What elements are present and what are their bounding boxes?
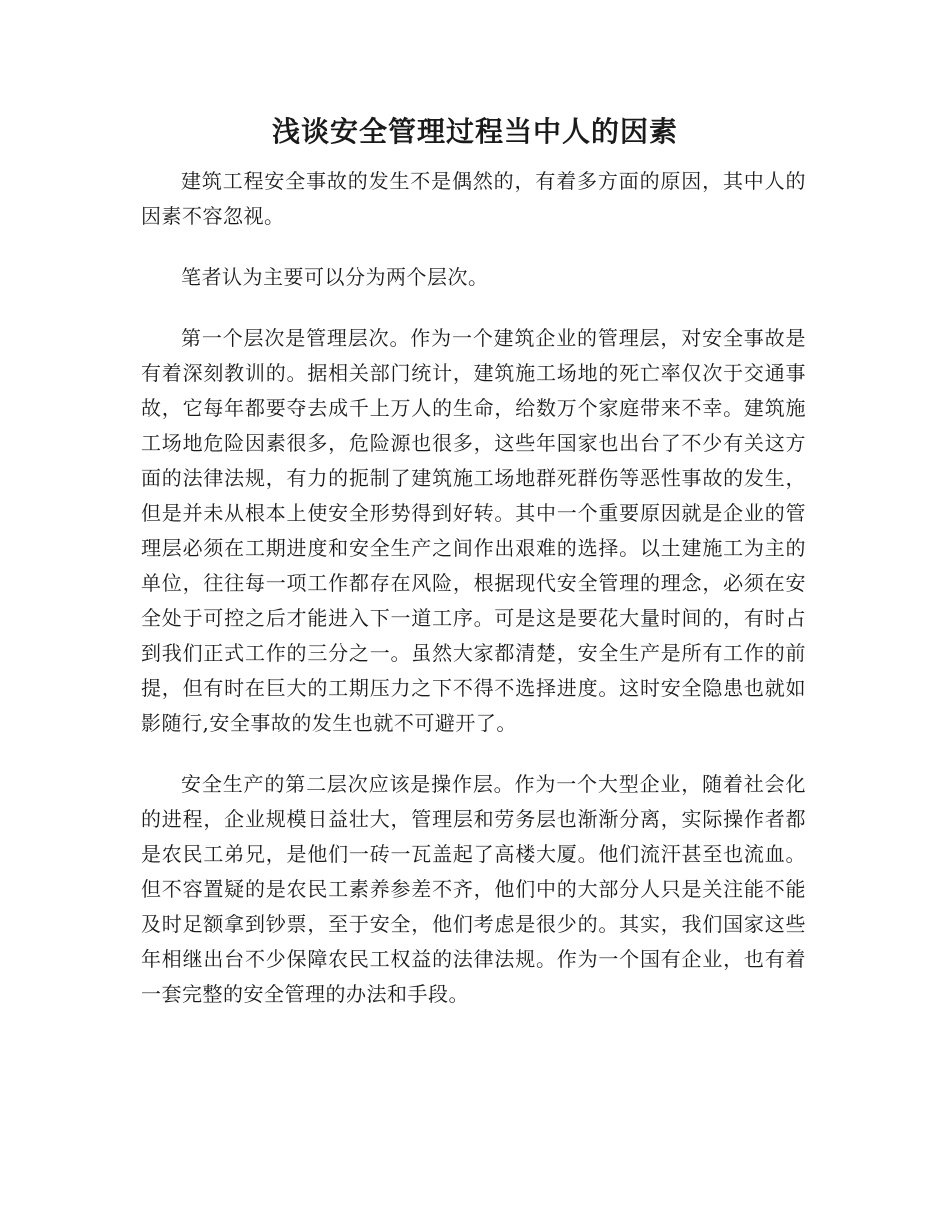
document-body [141,164,806,1038]
paragraph-operation-level: 安全生产的第二层次应该是操作层。作为一个大型企业，随着社会化的进程，企业规模日益壮大，管理层和劳务层也渐渐分离，实际操作者都是农民工弟兄，是他们一砖一瓦盖起了高楼大厦。他们流汗甚至也流血。但不容置疑的是农民工素养参差不齐，他们中的大部分人只是关注能不能及时足额拿到钞票，至于安全，他们考虑是很少的。其实，我们国家这些年相继出台不少保障农民工权益的法律法规。作为一个国有企业，也有着一套完整的安全管理的办法和手段。 [141,772,806,1006]
paragraph-intro: 建筑工程安全事故的发生不是偶然的，有着多方面的原因，其中人的因素不容忽视。 [141,169,806,228]
document-title: 浅谈安全管理过程当中人的因素 [271,115,678,148]
paragraph-levels: 笔者认为主要可以分为两个层次。 [181,265,489,289]
paragraph-management-level: 第一个层次是管理层次。作为一个建筑企业的管理层，对安全事故是有着深刻教训的。据相关部门统计，建筑施工场地的死亡率仅次于交通事故，它每年都要夺去成千上万人的生命，给数万个家庭带来不幸。建筑施工场地危险因素很多，危险源也很多，这些年国家也出台了不少有关这方面的法律法规，有力的扼制了建筑施工场地群死群伤等恶性事故的发生，但是并未从根本上使安全形势得到好转。其中一个重要原因就是企业的管理层必须在工期进度和安全生产之间作出艰难的选择。以土建施工为主的单位，往往每一项工作都存在风险，根据现代安全管理的理念，必须在安全处于可控之后才能进入下一道工序。可是这是要花大量时间的，有时占到我们正式工作的三分之一。虽然大家都清楚，安全生产是所有工作的前提，但有时在巨大的工期压力之下不得不选择进度。这时安全隐患也就如影随行,安全事故的发生也就不可避开了。 [141,326,806,735]
